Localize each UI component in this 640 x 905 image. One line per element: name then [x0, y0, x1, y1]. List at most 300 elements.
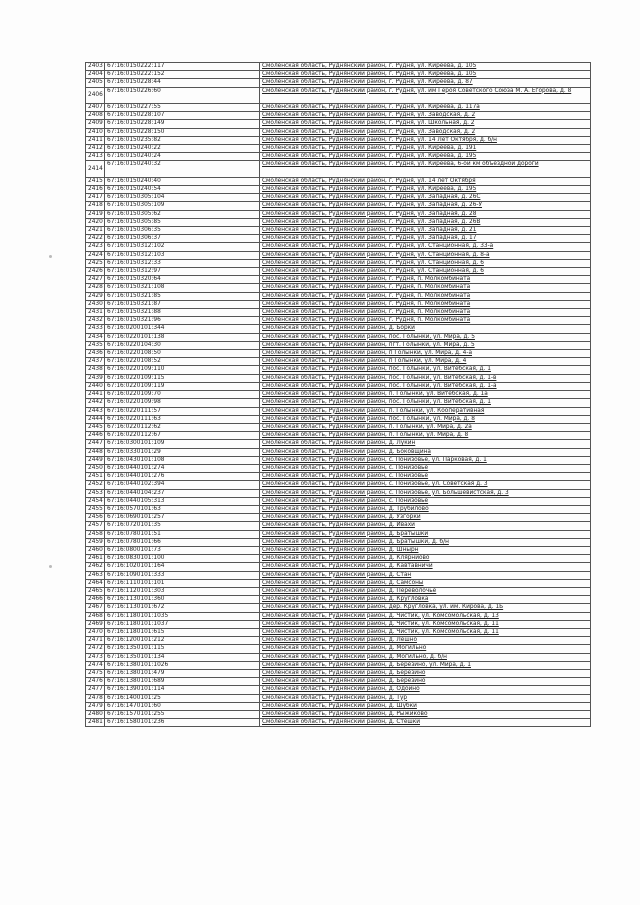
cadastral-number: 67:16:0220108:52	[105, 358, 260, 366]
cadastral-number: 67:16:1130101:360	[105, 596, 260, 604]
address: Смоленская область, Руднянский район, г. Рудня, ул. Киреева, д. 195	[260, 153, 591, 161]
cadastral-number: 67:16:0150305:109	[105, 202, 260, 210]
cadastral-number: 67:16:0220108:50	[105, 350, 260, 358]
address: Смоленская область, Руднянский район, д. Стешки	[260, 719, 591, 727]
row-number: 2424	[86, 251, 105, 259]
table-row	[86, 186, 591, 194]
row-number: 2409	[86, 120, 105, 128]
address: Смоленская область, Руднянский район, г. Рудня, п. Молкомбината	[260, 309, 591, 317]
table-row	[86, 71, 591, 79]
address: Смоленская область, Руднянский район, д. Могильно	[260, 645, 591, 653]
table-row	[86, 505, 591, 513]
row-number: 2463	[86, 571, 105, 579]
cadastral-number: 67:16:1380101:1026	[105, 661, 260, 669]
row-number: 2481	[86, 719, 105, 727]
address: Смоленская область, Руднянский район, д. Рыжиково	[260, 711, 591, 719]
row-number: 2421	[86, 227, 105, 235]
cadastral-number: 67:16:0440105:313	[105, 497, 260, 505]
row-number: 2465	[86, 587, 105, 595]
row-number: 2461	[86, 555, 105, 563]
address: Смоленская область, Руднянский район, г. Рудня, ул. Станционная, д. 33-а	[260, 243, 591, 251]
cadastral-number: 67:16:0440102:394	[105, 481, 260, 489]
row-number: 2443	[86, 407, 105, 415]
row-number: 2426	[86, 268, 105, 276]
row-number: 2427	[86, 276, 105, 284]
cadastral-number: 67:16:0150321:88	[105, 309, 260, 317]
row-number: 2480	[86, 711, 105, 719]
cadastral-number: 67:16:1470101:60	[105, 702, 260, 710]
row-number: 2446	[86, 432, 105, 440]
address: Смоленская область, Руднянский район, г. Рудня, ул. Западная, д. 26-У	[260, 202, 591, 210]
address: Смоленская область, Руднянский район, г. Рудня, ул. Станционная, д. 6	[260, 259, 591, 267]
cadastral-number: 67:16:0220109:110	[105, 366, 260, 374]
table-row	[86, 333, 591, 341]
cadastral-number: 67:16:0220109:70	[105, 391, 260, 399]
cadastral-number: 67:16:0830101:100	[105, 555, 260, 563]
cadastral-number: 67:16:1110101:101	[105, 579, 260, 587]
punch-hole-mark	[49, 565, 52, 568]
row-number: 2458	[86, 530, 105, 538]
address: Смоленская область, Руднянский район, г. Рудня, ул. Киреева, д. 87	[260, 79, 591, 87]
address: Смоленская область, Руднянский район, д. Тур	[260, 694, 591, 702]
row-number: 2473	[86, 653, 105, 661]
address: Смоленская область, Руднянский район, пгт. Голынки, ул. Мира, д. 5	[260, 341, 591, 349]
address: Смоленская область, Руднянский район, г. Рудня, ул. 14 лет Октября	[260, 177, 591, 185]
row-number: 2448	[86, 448, 105, 456]
address: Смоленская область, Руднянский район, пос. Голынки, ул. Мира, д. 5	[260, 333, 591, 341]
address: Смоленская область, Руднянский район, пос. Голынки, ул. Мира, д. 8	[260, 415, 591, 423]
cadastral-number: 67:16:1390101:114	[105, 686, 260, 694]
table-row	[86, 563, 591, 571]
table-row	[86, 136, 591, 144]
row-number: 2469	[86, 620, 105, 628]
table-row	[86, 694, 591, 702]
address: Смоленская область, Руднянский район, д. Борки	[260, 325, 591, 333]
row-number: 2432	[86, 317, 105, 325]
table-row	[86, 153, 591, 161]
cadastral-number: 67:16:0440101:274	[105, 464, 260, 472]
address: Смоленская область, Руднянский район, п. Голынки, ул. Мира, д. 8	[260, 432, 591, 440]
address: Смоленская область, Руднянский район, г. Рудня, ул. 14 Лет Октября, д. б/н	[260, 136, 591, 144]
table-row	[86, 194, 591, 202]
cadastral-number: 67:16:0150226:60	[105, 87, 260, 103]
row-number: 2467	[86, 604, 105, 612]
row-number: 2414	[86, 161, 105, 177]
punch-hole-mark	[49, 255, 52, 258]
row-number: 2423	[86, 243, 105, 251]
table-row	[86, 87, 591, 103]
address: Смоленская область, Руднянский район, д. Лешно	[260, 637, 591, 645]
table-row	[86, 341, 591, 349]
address: Смоленская область, Руднянский район, д. Березино	[260, 678, 591, 686]
address: Смоленская область, Руднянский район, с. Понизовье	[260, 464, 591, 472]
row-number: 2470	[86, 628, 105, 636]
row-number: 2425	[86, 259, 105, 267]
address: Смоленская область, Руднянский район, г. Рудня, ул. Западная, д. 21	[260, 227, 591, 235]
table-row	[86, 309, 591, 317]
cadastral-number: 67:16:1020101:164	[105, 563, 260, 571]
address: Смоленская область, Руднянский район, д. Лукин	[260, 440, 591, 448]
cadastral-number: 67:16:0150222:152	[105, 71, 260, 79]
table-row	[86, 587, 591, 595]
table-row	[86, 423, 591, 431]
cadastral-number: 67:16:0150321:108	[105, 284, 260, 292]
address: Смоленская область, Руднянский район, г. Рудня, п. Молкомбината	[260, 317, 591, 325]
cadastral-number: 67:16:0150240:22	[105, 145, 260, 153]
table-row	[86, 218, 591, 226]
address: Смоленская область, Руднянский район, п. Голынки, ул. Мира, д. 2а	[260, 423, 591, 431]
address: Смоленская область, Руднянский район, г. Рудня, ул. Станционная, д. 8-а	[260, 251, 591, 259]
address: Смоленская область, Руднянский район, г. Рудня, ул. Западная, д. 26В	[260, 218, 591, 226]
row-number: 2445	[86, 423, 105, 431]
address: Смоленская область, Руднянский район, д. Боковщина	[260, 448, 591, 456]
row-number: 2430	[86, 300, 105, 308]
cadastral-number: 67:16:0150306:37	[105, 235, 260, 243]
cadastral-number: 67:16:0150312:103	[105, 251, 260, 259]
table-row	[86, 104, 591, 112]
table-row	[86, 161, 591, 177]
cadastral-number: 67:16:0440101:276	[105, 473, 260, 481]
table-row	[86, 546, 591, 554]
table-row	[86, 686, 591, 694]
row-number: 2429	[86, 292, 105, 300]
table-row	[86, 145, 591, 153]
cadastral-number: 67:16:0220112:62	[105, 423, 260, 431]
row-number: 2450	[86, 464, 105, 472]
table-row	[86, 432, 591, 440]
table-row	[86, 628, 591, 636]
cadastral-number: 67:16:0150240:24	[105, 153, 260, 161]
row-number: 2440	[86, 382, 105, 390]
table-row	[86, 604, 591, 612]
address: Смоленская область, Руднянский район, г. Рудня, ул. Киреева, д. 105	[260, 71, 591, 79]
cadastral-number: 67:16:0150228:44	[105, 79, 260, 87]
address: Смоленская область, Руднянский район, г. Рудня, ул. Западная, д. 17	[260, 235, 591, 243]
cadastral-number: 67:16:0150222:117	[105, 63, 260, 71]
address: Смоленская область, Руднянский район, г. Рудня, ул. Киреева, д. 195	[260, 186, 591, 194]
table-row	[86, 374, 591, 382]
row-number: 2454	[86, 497, 105, 505]
table-row	[86, 210, 591, 218]
cadastral-number: 67:16:0150306:35	[105, 227, 260, 235]
row-number: 2412	[86, 145, 105, 153]
table-row	[86, 530, 591, 538]
row-number: 2433	[86, 325, 105, 333]
table-row	[86, 489, 591, 497]
table-row	[86, 637, 591, 645]
cadastral-number: 67:16:1180101:1035	[105, 612, 260, 620]
row-number: 2447	[86, 440, 105, 448]
row-number: 2474	[86, 661, 105, 669]
table-row	[86, 481, 591, 489]
row-number: 2405	[86, 79, 105, 87]
cadastral-register-table	[85, 62, 591, 727]
cadastral-number: 67:16:0430101:108	[105, 456, 260, 464]
table-row	[86, 555, 591, 563]
cadastral-number: 67:16:0780101:66	[105, 538, 260, 546]
cadastral-number: 67:16:0150227:55	[105, 104, 260, 112]
address: Смоленская область, Руднянский район, д. Переволочье	[260, 587, 591, 595]
table-row	[86, 292, 591, 300]
cadastral-number: 67:16:0150312:102	[105, 243, 260, 251]
cadastral-number: 67:16:0300101:109	[105, 440, 260, 448]
table-row	[86, 284, 591, 292]
row-number: 2419	[86, 210, 105, 218]
table-row	[86, 448, 591, 456]
cadastral-number: 67:16:0570101:63	[105, 505, 260, 513]
row-number: 2439	[86, 374, 105, 382]
address: Смоленская область, Руднянский район, п. Голынки, ул. Кооперативная	[260, 407, 591, 415]
row-number: 2428	[86, 284, 105, 292]
row-number: 2451	[86, 473, 105, 481]
address: Смоленская область, Руднянский район, д. Чистик, ул. Комсомольская, д. 13	[260, 612, 591, 620]
row-number: 2471	[86, 637, 105, 645]
row-number: 2417	[86, 194, 105, 202]
row-number: 2460	[86, 546, 105, 554]
table-row	[86, 358, 591, 366]
table-row	[86, 79, 591, 87]
cadastral-number: 67:16:0220111:63	[105, 415, 260, 423]
table-row	[86, 268, 591, 276]
address: Смоленская область, Руднянский район, пос. Голынки, ул. Витебская, д. 1-в	[260, 374, 591, 382]
table-row	[86, 678, 591, 686]
address: Смоленская область, Руднянский район, д. Чистик, ул. Комсомольская, д. 11	[260, 620, 591, 628]
address: Смоленская область, Руднянский район, пос. Голынки, ул. Витебская, д. 1-а	[260, 382, 591, 390]
cadastral-number: 67:16:0150305:62	[105, 210, 260, 218]
cadastral-number: 67:16:0330101:29	[105, 448, 260, 456]
row-number: 2431	[86, 309, 105, 317]
row-number: 2418	[86, 202, 105, 210]
address: Смоленская область, Руднянский район, г. Рудня, ул. Киреева, 6-ой км объездной дороги	[260, 161, 591, 177]
table-row	[86, 538, 591, 546]
row-number: 2434	[86, 333, 105, 341]
cadastral-number: 67:16:1350101:134	[105, 653, 260, 661]
cadastral-number: 67:16:0720101:35	[105, 522, 260, 530]
table-row	[86, 661, 591, 669]
cadastral-number: 67:16:0220111:57	[105, 407, 260, 415]
cadastral-number: 67:16:0150228:107	[105, 112, 260, 120]
cadastral-number: 67:16:0800101:73	[105, 546, 260, 554]
table-row	[86, 366, 591, 374]
row-number: 2438	[86, 366, 105, 374]
table-row	[86, 202, 591, 210]
cadastral-number: 67:16:0150312:97	[105, 268, 260, 276]
cadastral-number: 67:16:0150321:87	[105, 300, 260, 308]
row-number: 2408	[86, 112, 105, 120]
row-number: 2435	[86, 341, 105, 349]
cadastral-number: 67:16:1130101:672	[105, 604, 260, 612]
row-number: 2449	[86, 456, 105, 464]
address: Смоленская область, Руднянский район, п. Голынки, ул. Витебская, д. 1а	[260, 391, 591, 399]
address: Смоленская область, Руднянский район, д. Могильно, д. б/н	[260, 653, 591, 661]
address: Смоленская область, Руднянский район, д. Шнырн	[260, 546, 591, 554]
cadastral-number: 67:16:0150228:150	[105, 128, 260, 136]
row-number: 2441	[86, 391, 105, 399]
table-row	[86, 440, 591, 448]
address: Смоленская область, Руднянский район, д. Узгорки	[260, 514, 591, 522]
address: Смоленская область, Руднянский район, д. Братышки	[260, 530, 591, 538]
table-row	[86, 227, 591, 235]
cadastral-number: 67:16:0150240:54	[105, 186, 260, 194]
address: Смоленская область, Руднянский район, пос. Голынки, ул. Витебская, д. 1	[260, 399, 591, 407]
cadastral-number: 67:16:0150321:96	[105, 317, 260, 325]
address: Смоленская область, Руднянский район, г. Рудня, ул. Западная, д. 28	[260, 210, 591, 218]
cadastral-number: 67:16:0220104:30	[105, 341, 260, 349]
table-row	[86, 259, 591, 267]
address: Смоленская область, Руднянский район, д. Кавтавничи	[260, 563, 591, 571]
address: Смоленская область, Руднянский район, с. Понизовье, ул. Большевистская, д. 3	[260, 489, 591, 497]
table-row	[86, 719, 591, 727]
table-row	[86, 177, 591, 185]
row-number: 2437	[86, 358, 105, 366]
address: Смоленская область, Руднянский район, д. Ивахи	[260, 522, 591, 530]
table-row	[86, 415, 591, 423]
row-number: 2466	[86, 596, 105, 604]
table-row	[86, 112, 591, 120]
table-row	[86, 645, 591, 653]
row-number: 2475	[86, 670, 105, 678]
table-row	[86, 670, 591, 678]
address: Смоленская область, Руднянский район, г. Рудня, ул. Заводская, д. 2	[260, 112, 591, 120]
address: Смоленская область, Руднянский район, д. Шубки	[260, 702, 591, 710]
address: Смоленская область, Руднянский район, г. Рудня, п. Молкомбината	[260, 292, 591, 300]
cadastral-number: 67:16:0150240:32	[105, 161, 260, 177]
row-number: 2406	[86, 87, 105, 103]
cadastral-number: 67:16:0220112:67	[105, 432, 260, 440]
table-row	[86, 464, 591, 472]
cadastral-number: 67:16:1180101:1037	[105, 620, 260, 628]
table-row	[86, 522, 591, 530]
table-row	[86, 391, 591, 399]
cadastral-number: 67:16:0220109:119	[105, 382, 260, 390]
row-number: 2415	[86, 177, 105, 185]
cadastral-number: 67:16:1090101:333	[105, 571, 260, 579]
cadastral-number: 67:16:1380101:479	[105, 670, 260, 678]
address: Смоленская область, Руднянский район, дер. Кругловка, ул. им. Кирова, д. 1Б	[260, 604, 591, 612]
address: Смоленская область, Руднянский район, г. Рудня, п. Молкомбината	[260, 276, 591, 284]
address: Смоленская область, Руднянский район, с. Понизовье, ул. Парковая, д. 1	[260, 456, 591, 464]
address: Смоленская область, Руднянский район, г. Рудня, ул. Заводская, д. 2	[260, 128, 591, 136]
table-row	[86, 399, 591, 407]
row-number: 2422	[86, 235, 105, 243]
cadastral-number: 67:16:1180101:615	[105, 628, 260, 636]
cadastral-number: 67:16:1200101:212	[105, 637, 260, 645]
table-row	[86, 514, 591, 522]
cadastral-number: 67:16:0150305:85	[105, 218, 260, 226]
cadastral-number: 67:16:0200101:344	[105, 325, 260, 333]
row-number: 2404	[86, 71, 105, 79]
address: Смоленская область, Руднянский район, г. Рудня, ул. Западная, д. 26С	[260, 194, 591, 202]
cadastral-number: 67:16:0220109:115	[105, 374, 260, 382]
cadastral-number: 67:16:0150228:149	[105, 120, 260, 128]
row-number: 2478	[86, 694, 105, 702]
cadastral-number: 67:16:1120101:303	[105, 587, 260, 595]
address: Смоленская область, Руднянский район, д. Трубилово	[260, 505, 591, 513]
table-row	[86, 711, 591, 719]
cadastral-number: 67:16:0150320:64	[105, 276, 260, 284]
table-row	[86, 620, 591, 628]
row-number: 2416	[86, 186, 105, 194]
address: Смоленская область, Руднянский район, г. Рудня, п. Молкомбината	[260, 284, 591, 292]
row-number: 2403	[86, 63, 105, 71]
table-row	[86, 612, 591, 620]
address: Смоленская область, Руднянский район, г. Рудня, ул. им Героя Советского Союза М. А. Егорова, д. 8	[260, 87, 591, 103]
row-number: 2455	[86, 505, 105, 513]
row-number: 2411	[86, 136, 105, 144]
address: Смоленская область, Руднянский район, г. Рудня, ул. Киреева, д. 191	[260, 145, 591, 153]
address: Смоленская область, Руднянский район, г. Рудня, п. Молкомбината	[260, 300, 591, 308]
table-row	[86, 579, 591, 587]
table-row	[86, 120, 591, 128]
row-number: 2464	[86, 579, 105, 587]
row-number: 2459	[86, 538, 105, 546]
table-row	[86, 407, 591, 415]
address: Смоленская область, Руднянский район, п Голынки, ул. Мира, д. 4-а	[260, 350, 591, 358]
row-number: 2479	[86, 702, 105, 710]
row-number: 2436	[86, 350, 105, 358]
row-number: 2476	[86, 678, 105, 686]
cadastral-number: 67:16:0780101:51	[105, 530, 260, 538]
table-row	[86, 317, 591, 325]
cadastral-number: 67:16:1400101:25	[105, 694, 260, 702]
cadastral-number: 67:16:0150235:82	[105, 136, 260, 144]
cadastral-number: 67:16:1350101:115	[105, 645, 260, 653]
address: Смоленская область, Руднянский район, пос. Голынки, ул. Витебская, д. 1	[260, 366, 591, 374]
address: Смоленская область, Руднянский район, д. Одоино	[260, 686, 591, 694]
address: Смоленская область, Руднянский район, д. Самсоны	[260, 579, 591, 587]
table-row	[86, 456, 591, 464]
table-row	[86, 653, 591, 661]
row-number: 2462	[86, 563, 105, 571]
row-number: 2410	[86, 128, 105, 136]
row-number: 2468	[86, 612, 105, 620]
row-number: 2477	[86, 686, 105, 694]
address: Смоленская область, Руднянский район, д. Стан	[260, 571, 591, 579]
table-row	[86, 350, 591, 358]
row-number: 2444	[86, 415, 105, 423]
table-row	[86, 702, 591, 710]
row-number: 2452	[86, 481, 105, 489]
row-number: 2420	[86, 218, 105, 226]
table-row	[86, 128, 591, 136]
row-number: 2453	[86, 489, 105, 497]
row-number: 2442	[86, 399, 105, 407]
address: Смоленская область, Руднянский район, г. Рудня, ул. Станционная, д. 6	[260, 268, 591, 276]
row-number: 2456	[86, 514, 105, 522]
address: Смоленская область, Руднянский район, д. Чистик, ул. Комсомольская, д. 11	[260, 628, 591, 636]
table-row	[86, 276, 591, 284]
table-body	[86, 63, 591, 727]
address: Смоленская область, Руднянский район, д. Клярниово	[260, 555, 591, 563]
table-row	[86, 325, 591, 333]
table-row	[86, 571, 591, 579]
address: Смоленская область, Руднянский район, п Голынки, ул. Мира, д. 4	[260, 358, 591, 366]
cadastral-number: 67:16:0220101:138	[105, 333, 260, 341]
address: Смоленская область, Руднянский район, г. Рудня, ул. Школьная, д. 2	[260, 120, 591, 128]
row-number: 2407	[86, 104, 105, 112]
table-row	[86, 63, 591, 71]
cadastral-number: 67:16:0150305:104	[105, 194, 260, 202]
table-row	[86, 300, 591, 308]
address: Смоленская область, Руднянский район, д. Братышки, д. б/н	[260, 538, 591, 546]
cadastral-number: 67:16:0220109:98	[105, 399, 260, 407]
address: Смоленская область, Руднянский район, д. Березино	[260, 670, 591, 678]
cadastral-number: 67:16:1380101:689	[105, 678, 260, 686]
cadastral-number: 67:16:1580101:236	[105, 719, 260, 727]
address: Смоленская область, Руднянский район, г. Рудня, ул. Киреева, д. 105	[260, 63, 591, 71]
table-row	[86, 235, 591, 243]
cadastral-number: 67:16:0150312:33	[105, 259, 260, 267]
